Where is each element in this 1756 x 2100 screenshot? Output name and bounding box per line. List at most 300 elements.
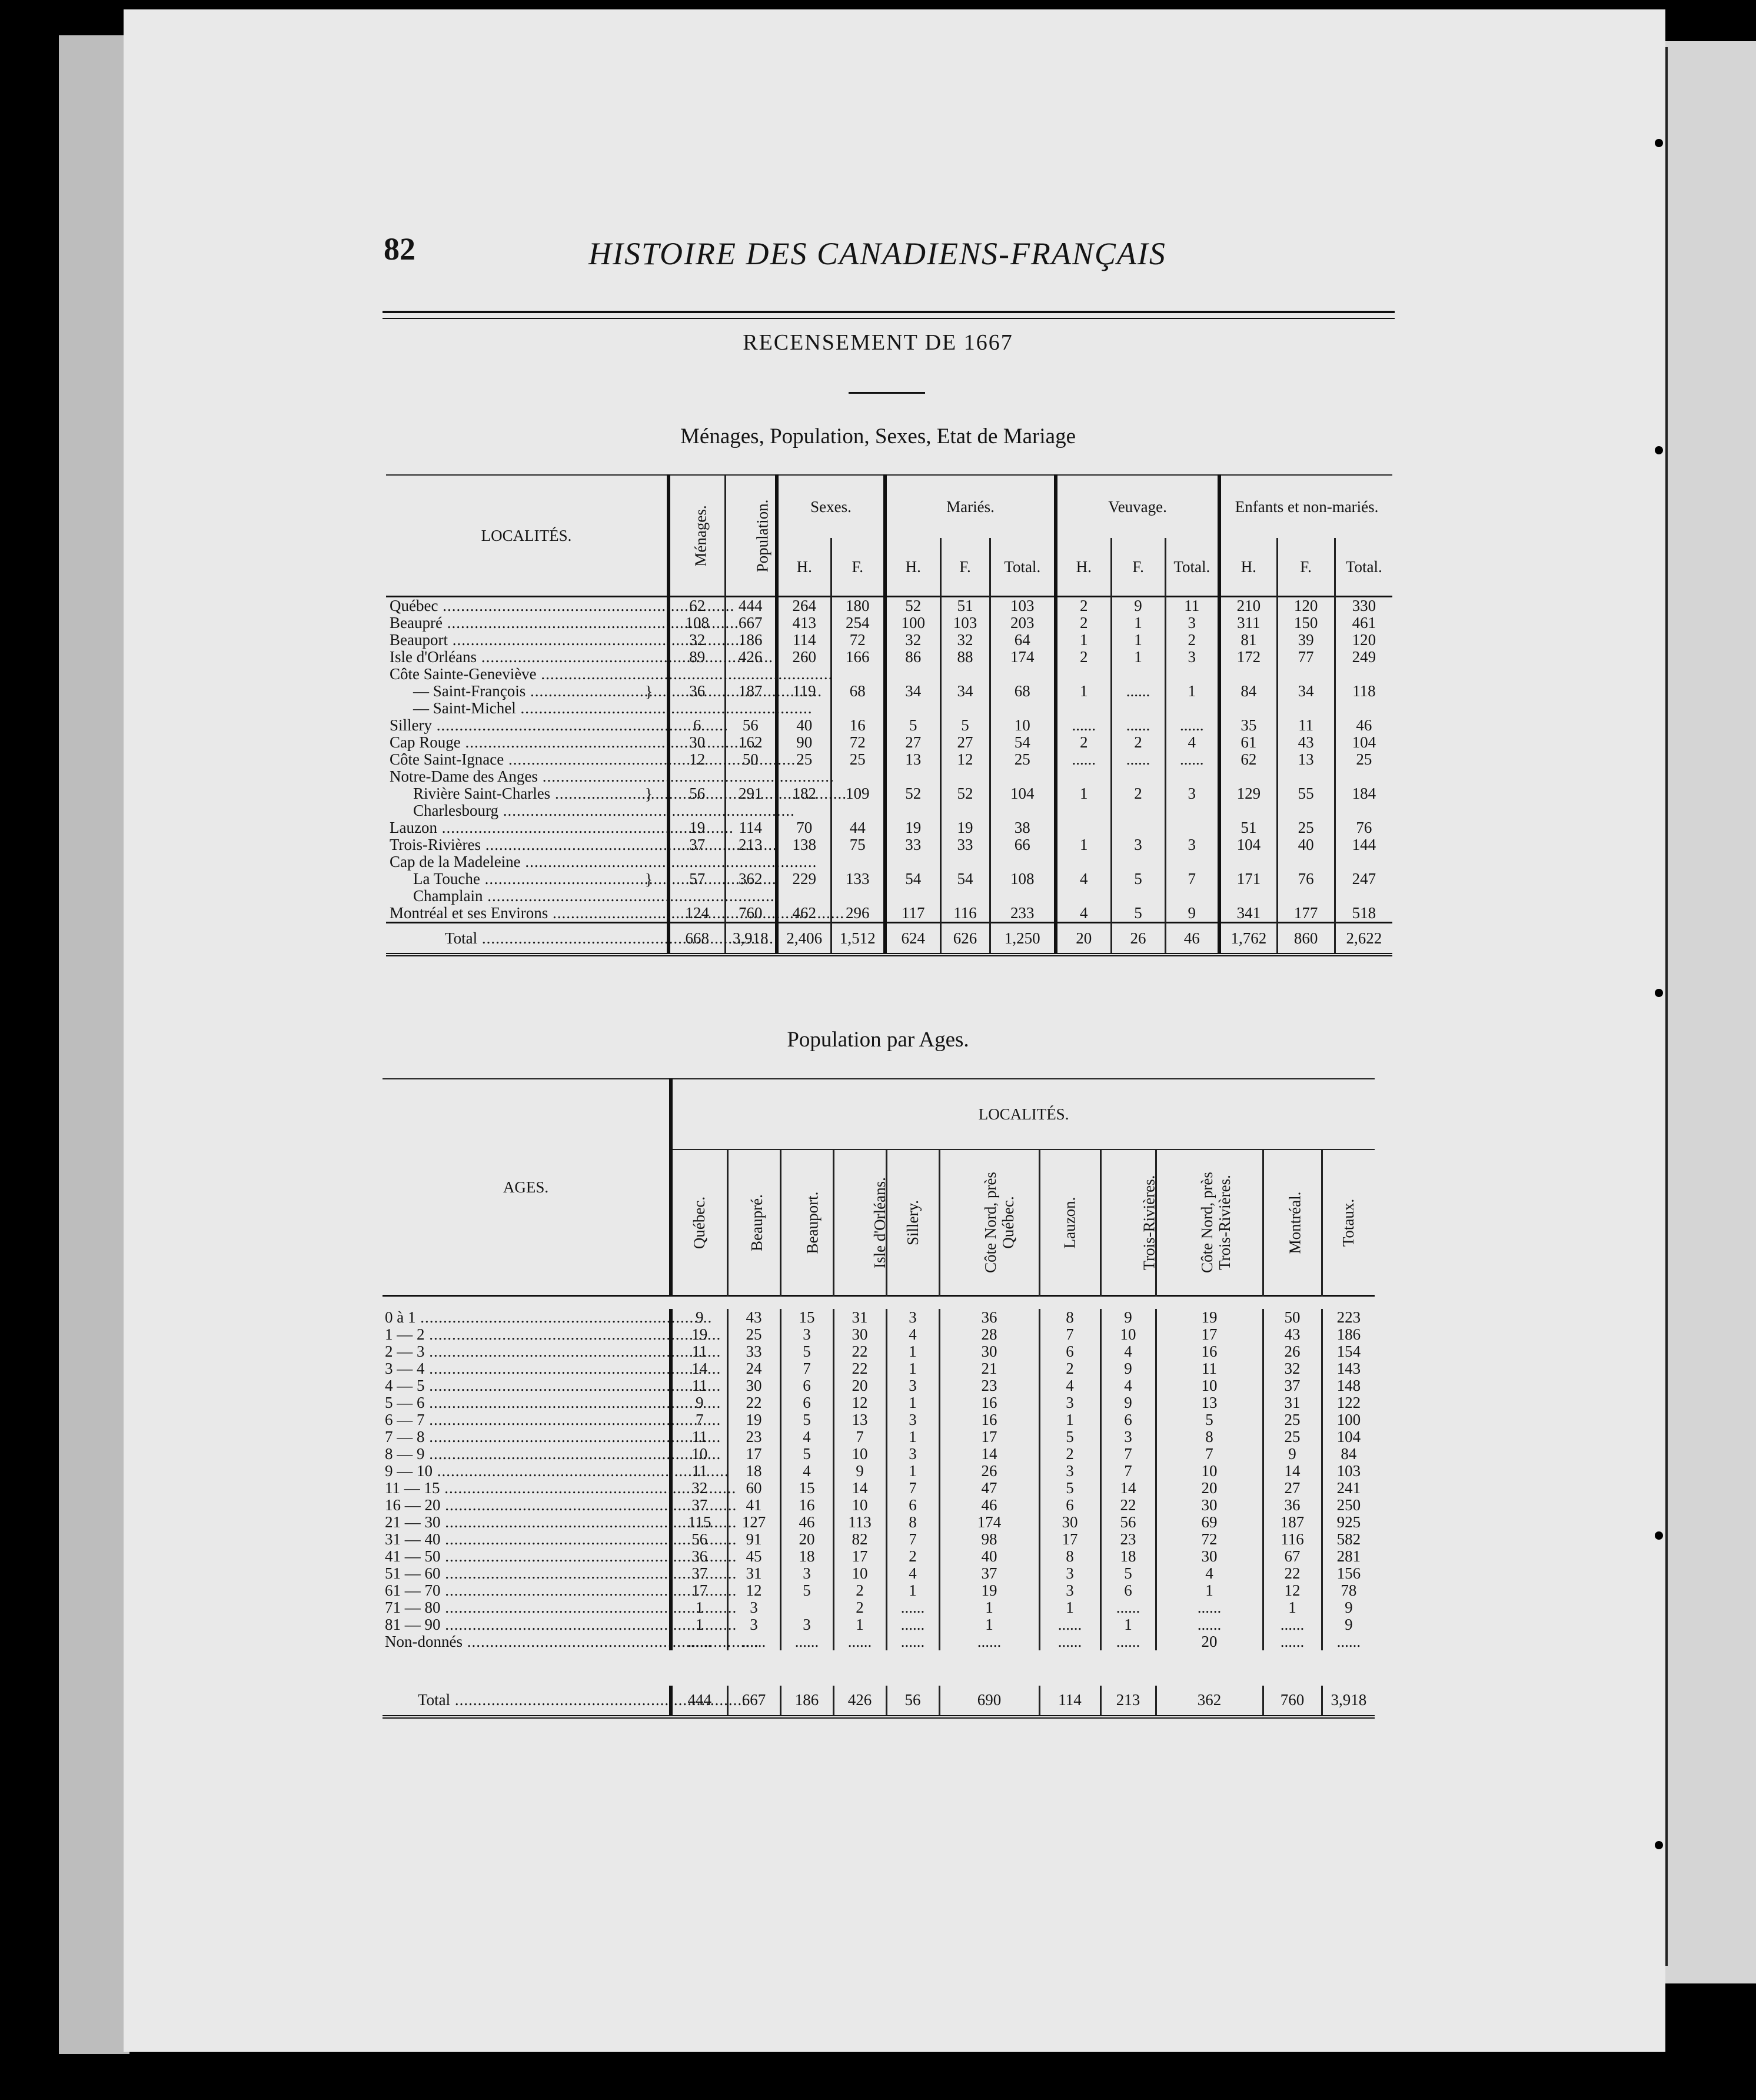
group-header-veuvage: Veuvage. [1056, 475, 1219, 538]
age-cell [383, 1514, 647, 1531]
value-cell: 9 [1322, 1599, 1375, 1616]
value-cell: 1 [1056, 836, 1111, 853]
value-cell: ...... [671, 1633, 727, 1650]
value-cell: 7 [1156, 1446, 1263, 1463]
table-row [383, 1633, 1375, 1650]
total-value: 1,762 [1219, 923, 1277, 955]
value-cell: 22 [1263, 1565, 1322, 1582]
value-cell: 1 [671, 1599, 727, 1616]
value-cell: 4 [1165, 734, 1219, 751]
ages-header: AGES. [503, 1178, 549, 1196]
value-cell: 1 [886, 1343, 939, 1360]
value-cell: 210 [1219, 597, 1277, 615]
locality-column-label: Côte Nord, près Trois-Rivières. [1198, 1171, 1233, 1273]
age-cell [383, 1377, 647, 1394]
value-cell: 13 [1277, 751, 1335, 768]
table-row [383, 1599, 1375, 1616]
value-cell: 311 [1219, 614, 1277, 632]
table-row [383, 1343, 1375, 1360]
value-cell: 4 [886, 1326, 939, 1343]
age-cell [383, 1428, 647, 1446]
value-cell: 20 [833, 1377, 886, 1394]
header-rule [383, 311, 1395, 313]
value-cell: ...... [886, 1599, 939, 1616]
value-cell: 229 [777, 853, 831, 905]
locality-column-label: Montréal. [1285, 1191, 1303, 1254]
value-cell: 5 [1111, 905, 1165, 923]
value-cell: 1 [1165, 666, 1219, 717]
age-label: 3 — 4 ..... [385, 1360, 721, 1377]
brace-cell: } [645, 870, 653, 888]
total-value: 3,918 [1322, 1686, 1375, 1717]
value-cell: 35 [1219, 717, 1277, 734]
value-cell: 1 [886, 1463, 939, 1480]
value-cell: 213 [725, 836, 777, 853]
value-cell: 14 [671, 1360, 727, 1377]
age-label: 5 — 6 ..... [385, 1394, 721, 1411]
value-cell: 67 [1263, 1548, 1322, 1565]
value-cell: 9 [1100, 1394, 1156, 1411]
value-cell: 54 [990, 734, 1056, 751]
value-cell: 11 [671, 1428, 727, 1446]
age-cell [383, 1411, 647, 1428]
table-row [383, 1411, 1375, 1428]
value-cell: 109 [831, 768, 885, 819]
value-cell [1111, 819, 1165, 836]
value-cell: 31 [727, 1565, 780, 1582]
total-value: 624 [885, 923, 940, 955]
value-cell: 32 [885, 632, 940, 649]
value-cell: 162 [725, 734, 777, 751]
value-cell: 20 [1156, 1633, 1263, 1650]
value-cell: 3 [1165, 614, 1219, 632]
total-value: 1,250 [990, 923, 1056, 955]
table-row [383, 1360, 1375, 1377]
locality-label: Côte Saint-Ignace ..... [390, 751, 645, 768]
value-cell: 98 [939, 1531, 1039, 1548]
value-cell: 14 [939, 1446, 1039, 1463]
value-cell: 9 [1111, 597, 1165, 615]
value-cell: 9 [1100, 1360, 1156, 1377]
locality-label: Côte Sainte-Geneviève ..... [390, 666, 645, 683]
value-cell: ...... [1039, 1633, 1100, 1650]
value-cell: 8 [886, 1514, 939, 1531]
value-cell: 18 [780, 1548, 833, 1565]
table-row [386, 734, 1392, 751]
value-cell: 41 [727, 1497, 780, 1514]
locality-cell [386, 649, 645, 666]
value-cell: 19 [727, 1411, 780, 1428]
value-cell: 119 [777, 666, 831, 717]
value-cell: 3 [780, 1616, 833, 1633]
locality-column-label: Sillery. [903, 1199, 922, 1245]
value-cell: 5 [1156, 1411, 1263, 1428]
total-value: 186 [780, 1686, 833, 1717]
value-cell: 281 [1322, 1548, 1375, 1565]
total-value: 1,512 [831, 923, 885, 955]
value-cell: 2 [1056, 649, 1111, 666]
value-cell: 100 [1322, 1411, 1375, 1428]
value-cell: 10 [1156, 1377, 1263, 1394]
locality-label: — Saint-Michel ..... [390, 700, 645, 717]
value-cell: 30 [1039, 1514, 1100, 1531]
value-cell: 19 [939, 1582, 1039, 1599]
value-cell: 24 [727, 1360, 780, 1377]
value-cell: 3 [727, 1599, 780, 1616]
sub-header: Total. [1335, 538, 1392, 596]
value-cell: 3 [780, 1326, 833, 1343]
table-row [383, 1309, 1375, 1326]
locality-column-header [780, 1149, 833, 1296]
locality-column-header [1100, 1149, 1156, 1296]
value-cell: 9 [1165, 905, 1219, 923]
value-cell: 156 [1322, 1565, 1375, 1582]
locality-label: — Saint-François ..... [390, 683, 645, 700]
value-cell: 10 [833, 1565, 886, 1582]
value-cell: ...... [1056, 717, 1111, 734]
value-cell: ...... [727, 1633, 780, 1650]
value-cell: 37 [1263, 1377, 1322, 1394]
value-cell: 13 [1156, 1394, 1263, 1411]
value-cell: 30 [1156, 1548, 1263, 1565]
header-rule [383, 318, 1395, 319]
age-label: 0 à 1 ..... [385, 1308, 712, 1326]
table-row [383, 1548, 1375, 1565]
value-cell: 43 [727, 1309, 780, 1326]
value-cell: 4 [886, 1565, 939, 1582]
table-row [383, 1446, 1375, 1463]
age-label: 31 — 40 ..... [385, 1530, 737, 1548]
value-cell: 12 [727, 1582, 780, 1599]
value-cell: 1 [939, 1599, 1039, 1616]
value-cell: 7 [671, 1411, 727, 1428]
value-cell: 3 [1039, 1582, 1100, 1599]
value-cell: 1 [1156, 1582, 1263, 1599]
value-cell: 6 [669, 717, 725, 734]
value-cell: 3 [1165, 836, 1219, 853]
value-cell: 77 [1277, 649, 1335, 666]
value-cell: 18 [727, 1463, 780, 1480]
value-cell: 61 [1219, 734, 1277, 751]
value-cell: 54 [940, 853, 990, 905]
value-cell: 2 [1111, 768, 1165, 819]
binding-hole [1655, 1841, 1663, 1849]
locality-cell [386, 666, 645, 717]
value-cell: 17 [727, 1446, 780, 1463]
age-label: 21 — 30 ..... [385, 1513, 737, 1531]
value-cell: 154 [1322, 1343, 1375, 1360]
value-cell: 174 [990, 649, 1056, 666]
sub-header: H. [777, 538, 831, 596]
value-cell: 4 [1100, 1343, 1156, 1360]
value-cell: 264 [777, 597, 831, 615]
value-cell: 13 [885, 751, 940, 768]
total-value: 3,918 [725, 923, 777, 955]
table-row [386, 751, 1392, 768]
value-cell: 40 [1277, 836, 1335, 853]
value-cell: 7 [1100, 1446, 1156, 1463]
total-label [383, 1686, 647, 1717]
age-cell [383, 1309, 647, 1326]
value-cell: 81 [1219, 632, 1277, 649]
locality-cell [386, 768, 645, 819]
value-cell: 50 [1263, 1309, 1322, 1326]
value-cell: 11 [1165, 597, 1219, 615]
age-label: 2 — 3 ..... [385, 1343, 721, 1360]
table-row [386, 597, 1392, 615]
value-cell: 20 [780, 1531, 833, 1548]
census-title: RECENSEMENT DE 1667 [743, 330, 1013, 355]
value-cell: ...... [1100, 1633, 1156, 1650]
population-header: Population. [725, 475, 777, 597]
value-cell: 4 [1100, 1377, 1156, 1394]
value-cell: 249 [1335, 649, 1392, 666]
total-value: 2,622 [1335, 923, 1392, 955]
title-rule [849, 392, 925, 394]
brace-cell: } [645, 785, 653, 803]
table-row [386, 768, 1392, 819]
value-cell: 78 [1322, 1582, 1375, 1599]
value-cell: 233 [990, 905, 1056, 923]
value-cell: 72 [831, 734, 885, 751]
value-cell: 1 [1056, 632, 1111, 649]
value-cell: 10 [833, 1446, 886, 1463]
sub-header: H. [885, 538, 940, 596]
value-cell: 2 [1039, 1446, 1100, 1463]
value-cell: 3 [1039, 1565, 1100, 1582]
value-cell: 60 [727, 1480, 780, 1497]
value-cell: 518 [1335, 905, 1392, 923]
binding-hole [1655, 989, 1663, 997]
value-cell: 4 [1056, 905, 1111, 923]
locality-column-header [1322, 1149, 1375, 1296]
value-cell: 104 [1219, 836, 1277, 853]
value-cell: 26 [1263, 1343, 1322, 1360]
locality-cell [386, 614, 645, 632]
value-cell: 26 [939, 1463, 1039, 1480]
locality-label: Champlain ..... [390, 888, 645, 905]
menages-header: Ménages. [669, 475, 725, 597]
sub-header: H. [1219, 538, 1277, 596]
value-cell: 28 [939, 1326, 1039, 1343]
value-cell: 3 [1039, 1394, 1100, 1411]
locality-cell [386, 905, 645, 923]
value-cell: 19 [940, 819, 990, 836]
locality-cell [386, 819, 645, 836]
locality-cell [386, 751, 645, 768]
age-label: Non-donnés ..... [385, 1633, 759, 1650]
value-cell: 11 [671, 1377, 727, 1394]
value-cell: ...... [886, 1633, 939, 1650]
locality-column-label: Québec. [690, 1196, 709, 1249]
value-cell: 15 [780, 1309, 833, 1326]
total-value: 668 [669, 923, 725, 955]
table-row [386, 632, 1392, 649]
value-cell: 34 [1277, 666, 1335, 717]
value-cell: 1 [671, 1616, 727, 1633]
total-value: 667 [727, 1686, 780, 1717]
value-cell: 7 [1039, 1326, 1100, 1343]
locality-label: Isle d'Orléans ..... [390, 649, 645, 666]
total-value: 213 [1100, 1686, 1156, 1717]
value-cell: 6 [780, 1377, 833, 1394]
total-value: 114 [1039, 1686, 1100, 1717]
value-cell: 8 [1039, 1548, 1100, 1565]
value-cell: 2 [886, 1548, 939, 1565]
value-cell: 104 [990, 768, 1056, 819]
table-row [383, 1497, 1375, 1514]
locality-column-label: Beaupré. [747, 1194, 766, 1251]
value-cell: 11 [671, 1343, 727, 1360]
value-cell: 11 [1156, 1360, 1263, 1377]
locality-label: Lauzon ..... [390, 819, 645, 836]
value-cell: 174 [939, 1514, 1039, 1531]
value-cell: ...... [1322, 1633, 1375, 1650]
locality-column-header [1263, 1149, 1322, 1296]
value-cell: 223 [1322, 1309, 1375, 1326]
value-cell: 3 [1165, 768, 1219, 819]
value-cell: 1 [886, 1582, 939, 1599]
value-cell: 27 [1263, 1480, 1322, 1497]
value-cell: 186 [725, 632, 777, 649]
value-cell: 8 [1156, 1428, 1263, 1446]
value-cell: 5 [780, 1343, 833, 1360]
value-cell: 54 [885, 853, 940, 905]
value-cell: 171 [1219, 853, 1277, 905]
table-row [386, 819, 1392, 836]
value-cell: 11 [671, 1463, 727, 1480]
total-value: 690 [939, 1686, 1039, 1717]
value-cell: 14 [833, 1480, 886, 1497]
value-cell: 120 [1335, 632, 1392, 649]
value-cell: 667 [725, 614, 777, 632]
value-cell: 16 [831, 717, 885, 734]
value-cell: 133 [831, 853, 885, 905]
value-cell: 241 [1322, 1480, 1375, 1497]
value-cell: 103 [990, 597, 1056, 615]
value-cell: 3 [780, 1565, 833, 1582]
value-cell: ...... [833, 1633, 886, 1650]
table-row [386, 853, 1392, 905]
value-cell: 127 [727, 1514, 780, 1531]
age-label: 81 — 90 ..... [385, 1616, 737, 1633]
table-row [383, 1480, 1375, 1497]
total-value: 626 [940, 923, 990, 955]
value-cell: 7 [886, 1480, 939, 1497]
value-cell: 64 [990, 632, 1056, 649]
value-cell: 113 [833, 1514, 886, 1531]
value-cell: 44 [831, 819, 885, 836]
value-cell: 16 [939, 1411, 1039, 1428]
sub-header: F. [1277, 538, 1335, 596]
table-row [386, 717, 1392, 734]
value-cell: 6 [886, 1497, 939, 1514]
value-cell: 1 [833, 1616, 886, 1633]
value-cell: 1 [1100, 1616, 1156, 1633]
value-cell: 40 [939, 1548, 1039, 1565]
census-table [386, 474, 1392, 956]
locality-label: Québec ..... [390, 597, 645, 614]
locality-label: Montréal et ses Environs ..... [390, 905, 645, 922]
value-cell: 138 [777, 836, 831, 853]
locality-column-header [1156, 1149, 1263, 1296]
localites-header: LOCALITÉS. [481, 526, 572, 544]
value-cell: 8 [1039, 1309, 1100, 1326]
value-cell: 5 [780, 1582, 833, 1599]
value-cell: 3 [1100, 1428, 1156, 1446]
sub-header: H. [1056, 538, 1111, 596]
value-cell: 247 [1335, 853, 1392, 905]
value-cell: 462 [777, 905, 831, 923]
value-cell: 36 [669, 666, 725, 717]
value-cell [1165, 819, 1219, 836]
value-cell: 1 [886, 1360, 939, 1377]
value-cell: 51 [940, 597, 990, 615]
value-cell: 10 [990, 717, 1056, 734]
sub-header: Total. [1165, 538, 1219, 596]
age-label: 8 — 9 ..... [385, 1445, 721, 1463]
value-cell: 62 [1219, 751, 1277, 768]
value-cell: 37 [669, 836, 725, 853]
value-cell: 11 [1277, 717, 1335, 734]
value-cell: 19 [671, 1326, 727, 1343]
age-cell [383, 1548, 647, 1565]
value-cell: 114 [725, 819, 777, 836]
value-cell: 3 [886, 1446, 939, 1463]
value-cell: 177 [1277, 905, 1335, 923]
value-cell: 10 [671, 1446, 727, 1463]
value-cell: 23 [939, 1377, 1039, 1394]
total-label-text: Total ..... [445, 929, 774, 947]
table-row [383, 1326, 1375, 1343]
value-cell: 25 [777, 751, 831, 768]
total-row [386, 923, 1392, 955]
age-cell [383, 1582, 647, 1599]
value-cell: 62 [669, 597, 725, 615]
table2-caption: Population par Ages. [787, 1028, 969, 1052]
value-cell: 10 [1100, 1326, 1156, 1343]
value-cell: 116 [940, 905, 990, 923]
value-cell: 22 [833, 1360, 886, 1377]
value-cell: 148 [1322, 1377, 1375, 1394]
value-cell: 1 [1263, 1599, 1322, 1616]
value-cell: 461 [1335, 614, 1392, 632]
value-cell: 9 [1100, 1309, 1156, 1326]
value-cell: 2 [1165, 632, 1219, 649]
group-header-enfants: Enfants et non-mariés. [1219, 475, 1392, 538]
value-cell: 5 [780, 1446, 833, 1463]
value-cell: 413 [777, 614, 831, 632]
value-cell: 25 [990, 751, 1056, 768]
value-cell: 51 [1219, 819, 1277, 836]
value-cell: 72 [831, 632, 885, 649]
value-cell: 30 [833, 1326, 886, 1343]
value-cell: 7 [780, 1360, 833, 1377]
value-cell: 37 [671, 1565, 727, 1582]
total-label [386, 923, 645, 955]
value-cell: 444 [725, 597, 777, 615]
total-value: 20 [1056, 923, 1111, 955]
value-cell: 115 [671, 1514, 727, 1531]
value-cell: 9 [671, 1394, 727, 1411]
value-cell: 108 [669, 614, 725, 632]
sub-header: F. [940, 538, 990, 596]
value-cell: 22 [833, 1343, 886, 1360]
binding-hole [1655, 1531, 1663, 1540]
value-cell: 1 [1056, 768, 1111, 819]
value-cell: 5 [1111, 853, 1165, 905]
value-cell: 40 [777, 717, 831, 734]
